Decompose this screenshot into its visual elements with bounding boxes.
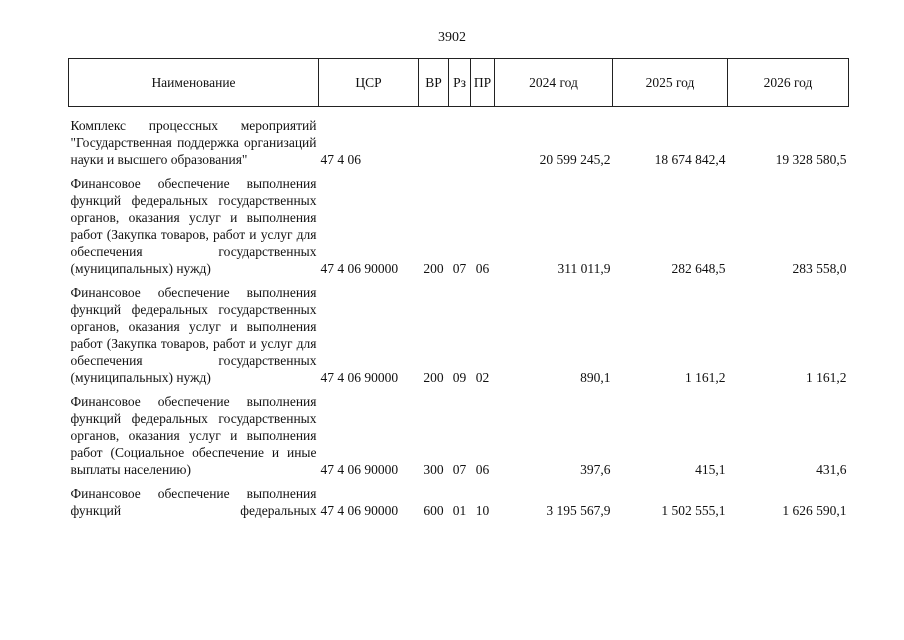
row-name: Финансовое обеспечение выполнения функций федеральных xyxy=(70,486,317,518)
table-row xyxy=(69,485,849,526)
row-amount-2025: 18 674 842,4 xyxy=(654,152,726,167)
header-vr: ВР xyxy=(419,59,449,107)
table-row xyxy=(69,393,849,485)
row-amount-2026: 19 328 580,5 xyxy=(775,152,847,167)
row-csr: 47 4 06 90000 xyxy=(320,370,399,385)
header-pr: ПР xyxy=(471,59,495,107)
table-header-row xyxy=(69,59,849,107)
row-pr: 10 xyxy=(475,503,490,518)
row-vr: 600 xyxy=(423,503,444,518)
row-vr: 300 xyxy=(423,462,444,477)
row-csr: 47 4 06 xyxy=(320,152,361,167)
row-pr: 06 xyxy=(475,462,490,477)
table-row xyxy=(69,175,849,284)
row-name: Финансовое обеспечение выполнения функций федеральных государственных органов, оказания услуг и выполнения работ (Социальное обеспечение и иные выплаты населению) xyxy=(70,394,317,477)
row-name: Комплекс процессных мероприятий "Государственная поддержка организаций науки и высшего образования" xyxy=(70,118,317,167)
page-number: 3902 xyxy=(438,30,466,45)
row-rz xyxy=(449,107,471,176)
row-rz: 07 xyxy=(452,261,467,276)
budget-table xyxy=(68,58,849,526)
header-year-2025: 2025 год xyxy=(613,59,728,107)
row-amount-2024: 20 599 245,2 xyxy=(539,152,611,167)
row-rz: 09 xyxy=(452,370,467,385)
table-row xyxy=(69,107,849,176)
table-row xyxy=(69,284,849,393)
row-name: Финансовое обеспечение выполнения функций федеральных государственных органов, оказания услуг и выполнения работ (Закупка товаров, работ и услуг для обеспечения государственных (муниципальных) нужд) xyxy=(70,285,317,385)
row-vr xyxy=(419,107,449,176)
row-amount-2026: 1 626 590,1 xyxy=(782,503,847,518)
row-amount-2024: 311 011,9 xyxy=(557,261,611,276)
row-vr: 200 xyxy=(423,261,444,276)
header-year-2024: 2024 год xyxy=(495,59,613,107)
row-amount-2026: 283 558,0 xyxy=(792,261,847,276)
row-amount-2025: 282 648,5 xyxy=(671,261,726,276)
row-name: Финансовое обеспечение выполнения функций федеральных государственных органов, оказания услуг и выполнения работ (Закупка товаров, работ и услуг для обеспечения государственных (муниципальных) нужд) xyxy=(70,176,317,276)
header-year-2026: 2026 год xyxy=(728,59,849,107)
row-rz: 01 xyxy=(452,503,467,518)
row-amount-2026: 431,6 xyxy=(816,462,847,477)
row-csr: 47 4 06 90000 xyxy=(320,261,399,276)
row-csr: 47 4 06 90000 xyxy=(320,503,399,518)
row-csr: 47 4 06 90000 xyxy=(320,462,399,477)
row-amount-2024: 890,1 xyxy=(580,370,611,385)
row-pr xyxy=(471,107,495,176)
row-amount-2025: 1 502 555,1 xyxy=(661,503,726,518)
header-csr: ЦСР xyxy=(319,59,419,107)
row-rz: 07 xyxy=(452,462,467,477)
header-name: Наименование xyxy=(69,59,319,107)
row-amount-2026: 1 161,2 xyxy=(806,370,847,385)
row-pr: 02 xyxy=(475,370,490,385)
row-amount-2024: 3 195 567,9 xyxy=(546,503,611,518)
row-amount-2025: 1 161,2 xyxy=(685,370,726,385)
header-rz: Рз xyxy=(449,59,471,107)
row-amount-2025: 415,1 xyxy=(695,462,726,477)
row-pr: 06 xyxy=(475,261,490,276)
row-amount-2024: 397,6 xyxy=(580,462,611,477)
row-vr: 200 xyxy=(423,370,444,385)
